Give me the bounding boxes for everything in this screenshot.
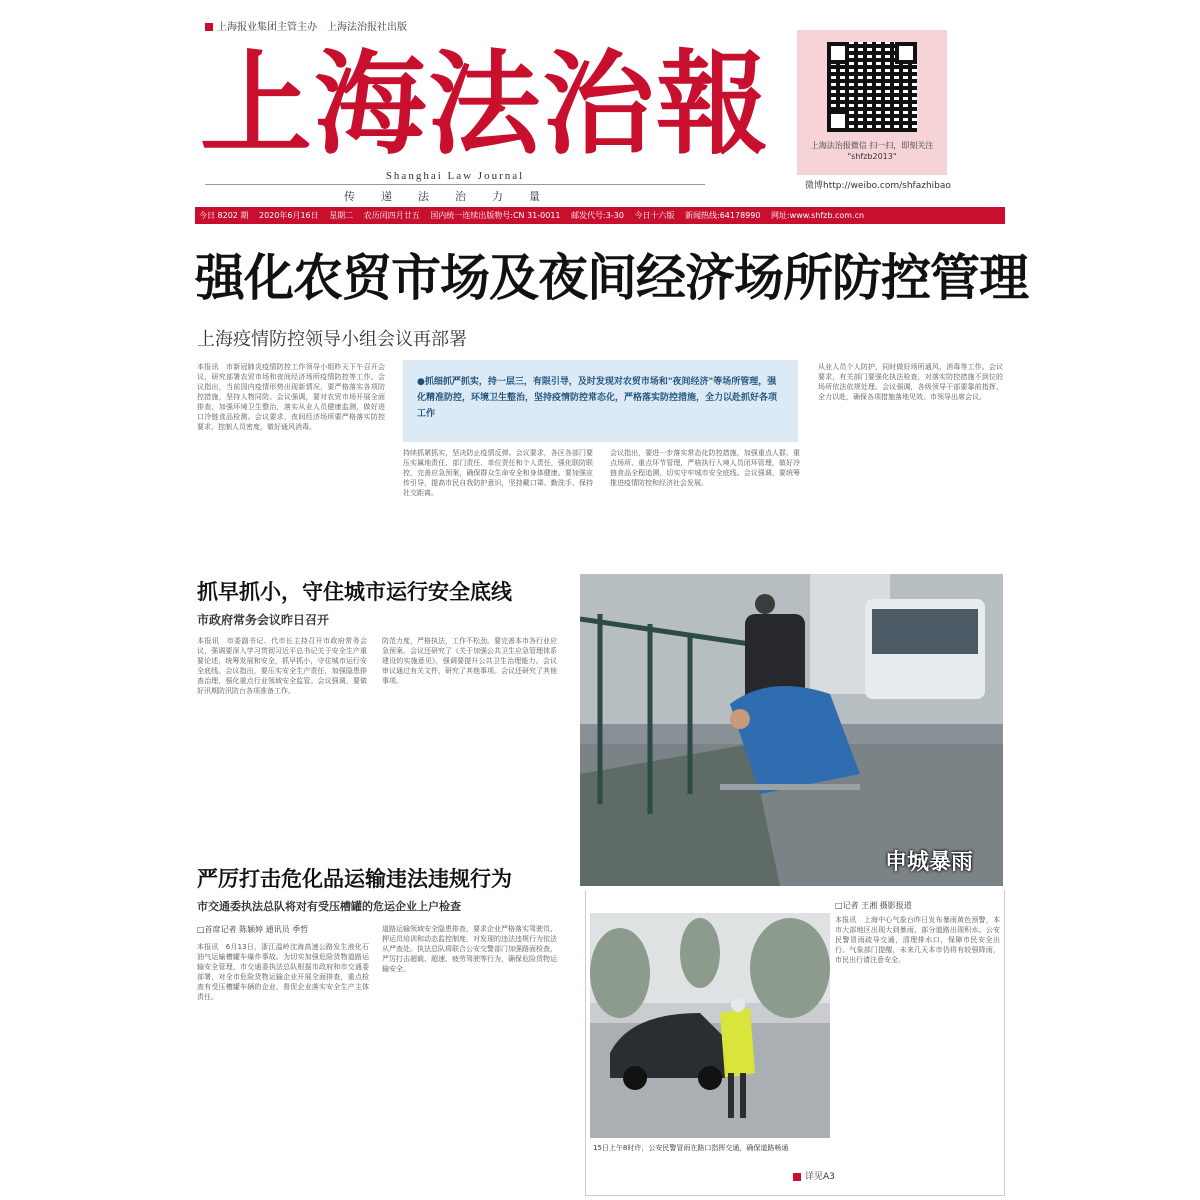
story3-col1: 本报讯 6月13日，浙江温岭沈海高速公路发生液化石油气运输槽罐车爆炸事故。为切实加强危险货物道路运输安全管理，市交通委执法总队根据市政府和市交通委部署，对全市危险货物运输企业开展全面排查，重点检查有受压槽罐车辆的企业，督促企业落实安全生产主体责任。 — [197, 943, 369, 1001]
info-item: 2020年6月16日 — [259, 211, 319, 220]
photo-tag: 申城暴雨 — [884, 850, 973, 875]
supervisor-line: 上海报业集团主管主办 上海法治报社出版 — [205, 18, 407, 33]
info-item: 邮发代号:3-30 — [571, 211, 624, 220]
story2-headline[interactable]: 抓早抓小，守住城市运行安全底线 — [197, 580, 512, 604]
info-item: 国内统一连续出版物号:CN 31-0011 — [430, 211, 561, 220]
qr-code-icon[interactable] — [827, 42, 917, 132]
story3-byline: □首席记者 陈颖婷 通讯员 季哲 — [197, 925, 309, 934]
caption-byline: □记者 王湘 摄影报道 — [835, 901, 912, 910]
weibo-link[interactable]: 微博http://weibo.com/shfazhibao — [805, 181, 951, 191]
top-story-lead — [403, 360, 798, 442]
qr-text: 上海法治报微信 扫一扫，即刻关注 "shfzb2013" — [810, 141, 934, 161]
caption-text: 本报讯 上海中心气象台昨日发布暴雨黄色预警，本市大部地区出现大到暴雨，部分道路出现积水。公安民警冒雨疏导交通，清理排水口，保障市民安全出行。气象部门提醒，未来几天本市仍将有较强降雨，市民出行请注意安全。 — [835, 916, 1000, 964]
story3-col2: 道路运输领域安全隐患排查，要求企业严格落实驾驶员、押运员培训和动态监控制度，对发现的违法违规行为依法从严查处。执法总队将联合公安交警部门加强路面检查，严厉打击超载、超速、疲劳驾驶等行为，确保危险货物运输安全。 — [382, 925, 557, 973]
story2-col1: 本报讯 市委副书记、代市长主持召开市政府常务会议，强调要深入学习贯彻习近平总书记关于安全生产重要论述，统筹发展和安全，抓早抓小，守住城市运行安全底线。会议指出，要压实安全生产责任，加强隐患排查治理，强化重点行业领域安全监管。会议强调，要做好汛期防汛防台各项准备工作。 — [197, 637, 367, 695]
top-story-col1: 本报讯 市新冠肺炎疫情防控工作领导小组昨天下午召开会议，研究部署农贸市场和夜间经济场所疫情防控等工作。会议指出，当前国内疫情形势出现新情况，要严格落实各项防控措施，坚持人物同防。会议强调，要对农贸市场开展全面排查，加强环境卫生整治，落实从业人员健康监测，做好进口冷链食品检测。会议要求，夜间经济场所要严格落实防控要求，控制人员密度，做好通风消毒。 — [197, 363, 385, 431]
top-headline[interactable]: 强化农贸市场及夜间经济场所防控管理 — [195, 249, 1028, 307]
info-item: 农历闰四月廿五 — [363, 211, 420, 220]
story2-col2: 防范力度，严格执法，工作不松劲。要完善本市各行业应急预案。会议还研究了《关于加强公共卫生应急管理体系建设的实施意见》，强调要提升公共卫生治理能力。会议审议通过有关文件，研究了其他事项。会议还研究了其他事项。 — [382, 637, 557, 685]
rain-photo[interactable] — [580, 574, 1003, 886]
info-bar — [195, 207, 1005, 224]
story2-subhead: 市政府常务会议昨日召开 — [197, 613, 330, 627]
info-item: 新闻热线:64178990 — [685, 211, 761, 220]
top-story-col2: 持续抓紧抓实，坚决防止疫情反弹。会议要求，各区各部门要压实属地责任、部门责任、单位责任和个人责任，强化联防联控，完善应急预案，确保群众生命安全和身体健康。要加强宣传引导，提高市民自我防护意识，坚持戴口罩、勤洗手、保持社交距离。 — [403, 449, 593, 497]
turn-page[interactable]: 详见A3 — [793, 1169, 835, 1182]
story3-subhead: 市交通委执法总队将对有受压槽罐的危运企业上户检查 — [197, 900, 461, 913]
top-story-col4: 从业人员个人防护，同时做好场所通风、消毒等工作。会议要求，有关部门要强化执法检查，对落实防控措施不到位的场所依法依规处理。会议强调，各级领导干部要靠前指挥，全力以赴，确保各项措施落地见效。市领导出席会议。 — [818, 363, 1003, 401]
masthead-rule — [205, 184, 705, 185]
masthead-english: Shanghai Law Journal — [385, 170, 525, 182]
info-item: 今日 8202 期 — [199, 211, 249, 220]
lead-text: ●抓细抓严抓实，持一层三，有限引导，及时发现对农贸市场和"夜间经济"等场所管理，强化精准防控，环境卫生整治，坚持疫情防控常态化，严格落实防控措施，全力以赴抓好各项工作 — [417, 377, 778, 419]
red-square-icon — [205, 23, 213, 31]
photo2-caption: 15日上午8时许，公安民警冒雨在路口指挥交通，确保道路畅通 — [593, 1144, 789, 1152]
top-story-col3: 会议指出，要进一步落实常态化防控措施，加强重点人群、重点场所、重点环节管理，严格执行入境人员闭环管理，做好冷链食品全程追溯，切实守牢城市安全底线。会议强调，要统筹推进疫情防控和经济社会发展。 — [610, 449, 800, 487]
masthead-slogan: 传递法治力量 — [344, 190, 566, 203]
story3-headline[interactable]: 严厉打击危化品运输违法违规行为 — [197, 867, 512, 891]
traffic-police-photo[interactable] — [590, 913, 830, 1138]
info-item: 网址:www.shfzb.com.cn — [770, 211, 865, 220]
turn-page-icon — [793, 1173, 801, 1181]
info-item: 今日十六版 — [634, 211, 675, 220]
top-subhead: 上海疫情防控领导小组会议再部署 — [197, 329, 467, 350]
info-item: 星期二 — [329, 211, 354, 220]
masthead-title: 上海法治報 — [200, 39, 770, 170]
qr-panel — [797, 30, 947, 175]
